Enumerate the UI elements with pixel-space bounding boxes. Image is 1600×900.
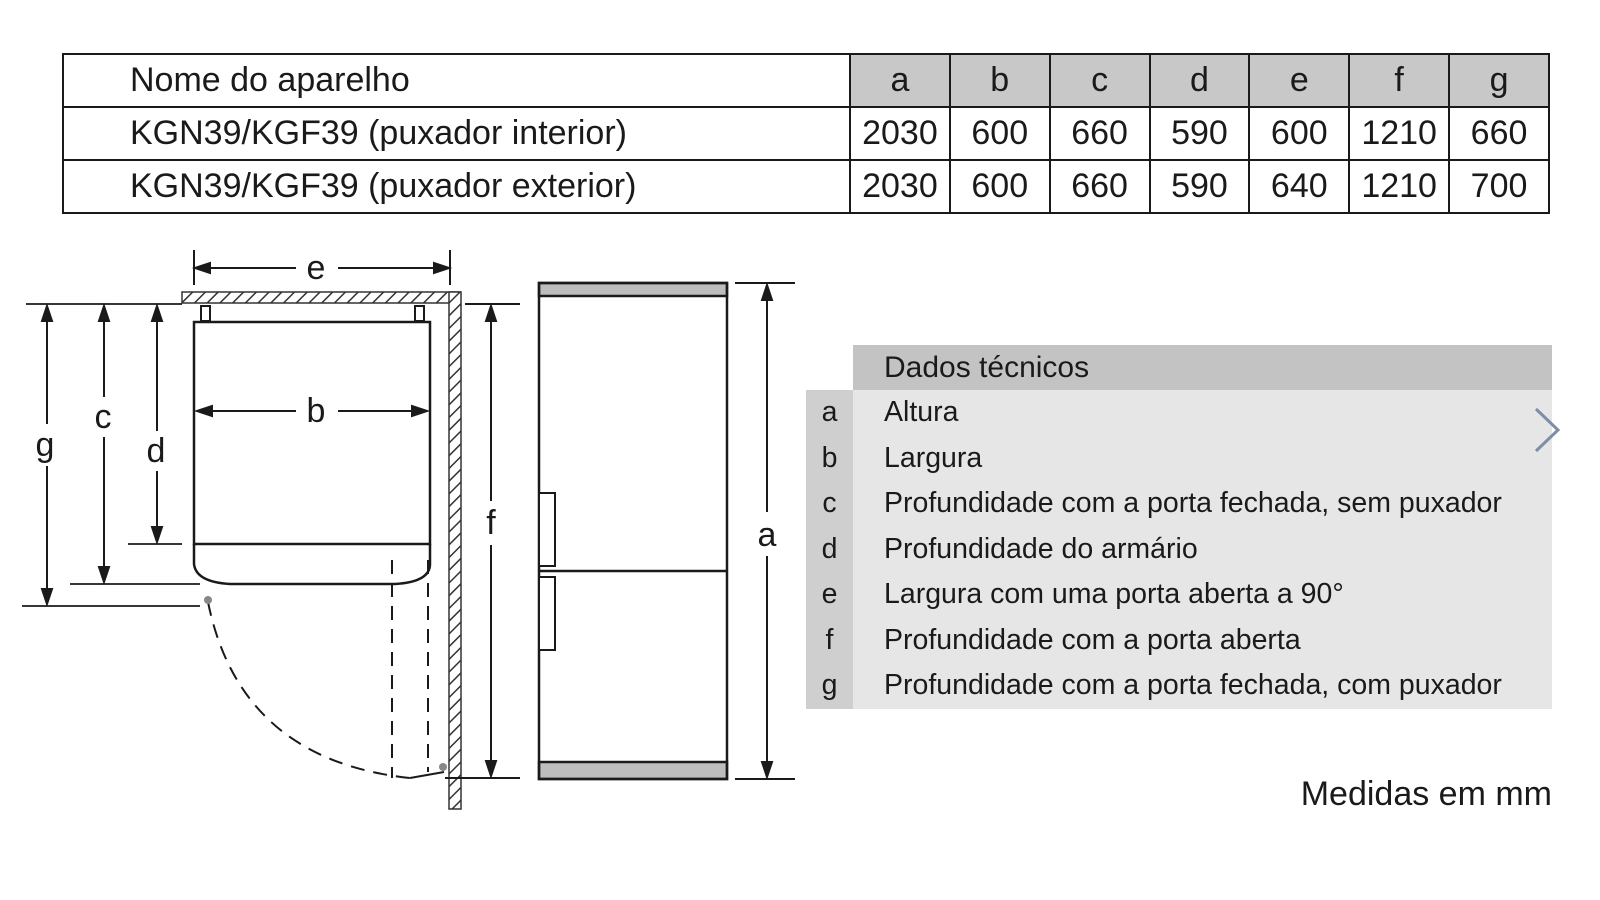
technical-data-legend: [806, 345, 1552, 709]
value-cell-c: 660: [1050, 160, 1150, 213]
column-header-d: d: [1150, 54, 1250, 107]
legend-row: [806, 481, 1552, 527]
dimension-drawing: [0, 240, 800, 810]
table-row: [63, 107, 1549, 160]
column-header-g: g: [1449, 54, 1549, 107]
legend-description: Profundidade com a porta aberta: [853, 618, 1552, 664]
table-header-row: [63, 54, 1549, 107]
dimension-c: [99, 306, 109, 582]
legend-row: [806, 572, 1552, 618]
legend-row: [806, 527, 1552, 573]
value-cell-f: 1210: [1349, 160, 1449, 213]
value-cell-f: 1210: [1349, 107, 1449, 160]
fridge-front-view: [539, 283, 727, 779]
device-name-cell: KGN39/KGF39 (puxador interior): [63, 107, 850, 160]
legend-key: b: [806, 436, 853, 482]
label-d: d: [146, 432, 166, 470]
dimension-d: [152, 306, 162, 542]
chevron-right-icon[interactable]: [1528, 405, 1564, 455]
value-cell-a: 2030: [850, 160, 950, 213]
label-e: e: [306, 249, 326, 287]
units-note: Medidas em mm: [1300, 775, 1552, 813]
column-header-a: a: [850, 54, 950, 107]
label-b: b: [306, 392, 326, 430]
label-g: g: [35, 426, 55, 464]
value-cell-d: 590: [1150, 107, 1250, 160]
legend-row: [806, 618, 1552, 664]
fridge-top-view: [194, 306, 447, 778]
legend-key: d: [806, 527, 853, 573]
wall: [182, 292, 461, 809]
value-cell-c: 660: [1050, 107, 1150, 160]
device-name-cell: KGN39/KGF39 (puxador exterior): [63, 160, 850, 213]
column-header-c: c: [1050, 54, 1150, 107]
label-f: f: [486, 504, 496, 542]
legend-description: Profundidade do armário: [853, 527, 1552, 573]
value-cell-e: 640: [1249, 160, 1349, 213]
label-a: a: [757, 516, 777, 554]
value-cell-g: 660: [1449, 107, 1549, 160]
legend-description: Altura: [853, 390, 1552, 436]
legend-row: [806, 663, 1552, 709]
column-header-f: f: [1349, 54, 1449, 107]
legend-key: a: [806, 390, 853, 436]
value-cell-g: 700: [1449, 160, 1549, 213]
dimensions-table: [62, 53, 1550, 214]
column-header-b: b: [950, 54, 1050, 107]
legend-title: Dados técnicos: [853, 345, 1552, 390]
table-row: [63, 160, 1549, 213]
value-cell-a: 2030: [850, 107, 950, 160]
legend-key: e: [806, 572, 853, 618]
legend-description: Largura: [853, 436, 1552, 482]
column-header-e: e: [1249, 54, 1349, 107]
value-cell-b: 600: [950, 160, 1050, 213]
legend-description: Profundidade com a porta fechada, com puxador: [853, 663, 1552, 709]
legend-row: [806, 436, 1552, 482]
value-cell-b: 600: [950, 107, 1050, 160]
label-c: c: [94, 398, 112, 436]
value-cell-d: 590: [1150, 160, 1250, 213]
legend-key: c: [806, 481, 853, 527]
device-name-header: Nome do aparelho: [63, 54, 850, 107]
legend-key: f: [806, 618, 853, 664]
value-cell-e: 600: [1249, 107, 1349, 160]
legend-description: Profundidade com a porta fechada, sem puxador: [853, 481, 1552, 527]
legend-key: g: [806, 663, 853, 709]
legend-row: [806, 390, 1552, 436]
legend-description: Largura com uma porta aberta a 90°: [853, 572, 1552, 618]
